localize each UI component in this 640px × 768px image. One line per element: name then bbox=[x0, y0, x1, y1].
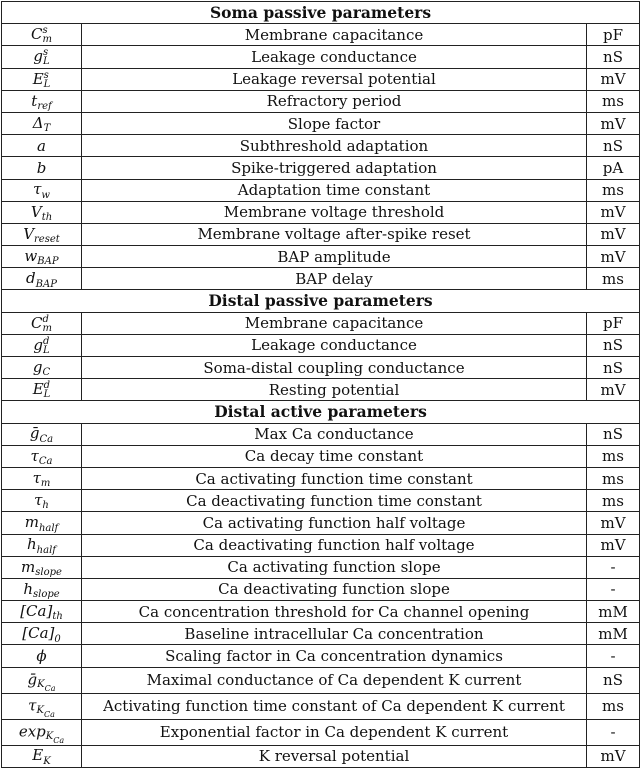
symbol-superscript: s bbox=[42, 25, 48, 37]
symbol-subscript: m bbox=[42, 34, 52, 46]
parameter-symbol bbox=[2, 645, 82, 667]
table-row bbox=[2, 667, 640, 693]
symbol-base: ḡ bbox=[29, 424, 40, 443]
table-row bbox=[2, 201, 640, 223]
parameter-symbol bbox=[2, 467, 82, 489]
symbol-subscript: half bbox=[36, 544, 56, 556]
parameter-description: Resting potential bbox=[82, 379, 587, 401]
symbol-base: Δ bbox=[32, 113, 44, 132]
table-row bbox=[2, 490, 640, 512]
parameter-symbol bbox=[2, 490, 82, 512]
parameter-description: Ca concentration threshold for Ca channel opening bbox=[82, 601, 587, 623]
symbol-subscript: Ca bbox=[38, 456, 53, 468]
parameter-description: Ca deactivating function slope bbox=[82, 578, 587, 600]
symbol-superscript: d bbox=[42, 313, 49, 325]
symbol-base: E bbox=[32, 69, 44, 88]
parameter-unit: - bbox=[587, 645, 640, 667]
table-row bbox=[2, 379, 640, 401]
parameter-unit: ms bbox=[587, 445, 640, 467]
parameter-symbol bbox=[2, 578, 82, 600]
symbol-subscript: slope bbox=[35, 567, 62, 579]
parameter-symbol bbox=[2, 46, 82, 68]
symbol-subscript: K bbox=[45, 730, 54, 742]
parameter-symbol bbox=[2, 719, 82, 745]
symbol-base: t bbox=[31, 91, 38, 110]
symbol-base: E bbox=[32, 380, 44, 399]
parameter-unit: mV bbox=[587, 512, 640, 534]
symbol-base: d bbox=[26, 269, 36, 288]
parameter-unit: mV bbox=[587, 112, 640, 134]
table-row bbox=[2, 179, 640, 201]
symbol-base: τ bbox=[30, 446, 39, 465]
table-row bbox=[2, 693, 640, 719]
parameter-symbol bbox=[2, 379, 82, 401]
symbol-base: τ bbox=[28, 696, 37, 715]
parameter-unit: mM bbox=[587, 601, 640, 623]
parameter-unit: - bbox=[587, 719, 640, 745]
parameter-symbol bbox=[2, 24, 82, 46]
parameter-symbol bbox=[2, 179, 82, 201]
table-row bbox=[2, 90, 640, 112]
parameter-unit: ms bbox=[587, 179, 640, 201]
symbol-subsubscript: Ca bbox=[43, 709, 55, 719]
section-header-row bbox=[2, 401, 640, 423]
parameter-unit: ms bbox=[587, 467, 640, 489]
table-row bbox=[2, 445, 640, 467]
parameter-symbol bbox=[2, 268, 82, 290]
symbol-base: τ bbox=[32, 468, 41, 487]
symbol-base: E bbox=[32, 746, 44, 765]
table-row bbox=[2, 467, 640, 489]
symbol-base: a bbox=[37, 136, 46, 155]
symbol-subscript: T bbox=[43, 123, 51, 135]
parameter-description: Slope factor bbox=[82, 112, 587, 134]
parameter-unit: mV bbox=[587, 379, 640, 401]
symbol-base: exp bbox=[18, 722, 46, 741]
parameter-symbol bbox=[2, 157, 82, 179]
parameter-description: Ca activating function time constant bbox=[82, 467, 587, 489]
symbol-subscript: ref bbox=[37, 101, 52, 113]
parameter-description: Exponential factor in Ca dependent K current bbox=[82, 719, 587, 745]
symbol-subscript: BAP bbox=[35, 278, 57, 290]
parameter-symbol bbox=[2, 334, 82, 356]
parameter-symbol bbox=[2, 623, 82, 645]
symbol-base: w bbox=[24, 246, 38, 265]
symbol-superscript: s bbox=[43, 69, 49, 81]
parameter-unit: mV bbox=[587, 201, 640, 223]
symbol-subscript: m bbox=[42, 322, 52, 334]
symbol-base: m bbox=[24, 513, 39, 532]
symbol-subscript: Ca bbox=[39, 433, 54, 445]
symbol-base: h bbox=[23, 579, 33, 598]
parameter-description: Membrane voltage threshold bbox=[82, 201, 587, 223]
table-row bbox=[2, 645, 640, 667]
symbol-superscript: d bbox=[42, 335, 50, 347]
symbol-base: g bbox=[32, 357, 43, 376]
symbol-subscript: L bbox=[42, 344, 50, 356]
parameter-unit: nS bbox=[587, 667, 640, 693]
parameter-description: Ca deactivating function half voltage bbox=[82, 534, 587, 556]
parameter-symbol bbox=[2, 112, 82, 134]
symbol-base: V bbox=[30, 202, 42, 221]
symbol-base: τ bbox=[33, 180, 42, 199]
table-row bbox=[2, 745, 640, 767]
symbol-base: C bbox=[31, 25, 43, 44]
parameter-description: Leakage conductance bbox=[82, 334, 587, 356]
parameter-description: Membrane voltage after-spike reset bbox=[82, 223, 587, 245]
symbol-subscript: K bbox=[43, 755, 51, 767]
parameter-description: Maximal conductance of Ca dependent K current bbox=[82, 667, 587, 693]
section-title: Distal passive parameters bbox=[2, 290, 640, 312]
parameter-description: Subthreshold adaptation bbox=[82, 135, 587, 157]
parameter-unit: nS bbox=[587, 357, 640, 379]
parameter-description: Ca activating function half voltage bbox=[82, 512, 587, 534]
symbol-subsubscript: Ca bbox=[53, 735, 65, 745]
table-row bbox=[2, 623, 640, 645]
symbol-base: ϕ bbox=[36, 647, 47, 666]
table-row bbox=[2, 112, 640, 134]
parameter-symbol bbox=[2, 90, 82, 112]
parameter-symbol bbox=[2, 556, 82, 578]
parameter-table bbox=[1, 1, 640, 768]
symbol-subscript: w bbox=[41, 189, 50, 201]
symbol-base: ḡ bbox=[27, 670, 38, 689]
symbol-base: [Ca] bbox=[22, 624, 55, 643]
parameter-unit: - bbox=[587, 556, 640, 578]
symbol-base: b bbox=[36, 158, 47, 177]
parameter-description: Adaptation time constant bbox=[82, 179, 587, 201]
parameter-unit: ms bbox=[587, 268, 640, 290]
parameter-symbol bbox=[2, 745, 82, 767]
parameter-description: Leakage reversal potential bbox=[82, 68, 587, 90]
table-row bbox=[2, 157, 640, 179]
parameter-unit: mV bbox=[587, 534, 640, 556]
symbol-superscript: s bbox=[42, 47, 49, 59]
parameter-symbol bbox=[2, 357, 82, 379]
symbol-subscript: K bbox=[37, 678, 45, 690]
symbol-base: τ bbox=[34, 490, 43, 509]
parameter-unit: pF bbox=[587, 312, 640, 334]
parameter-symbol bbox=[2, 223, 82, 245]
table-row bbox=[2, 601, 640, 623]
table-row bbox=[2, 334, 640, 356]
symbol-subscript: th bbox=[52, 611, 63, 623]
parameter-description: Ca deactivating function time constant bbox=[82, 490, 587, 512]
table-row bbox=[2, 578, 640, 600]
parameter-description: Scaling factor in Ca concentration dynamics bbox=[82, 645, 587, 667]
parameter-unit: mV bbox=[587, 745, 640, 767]
parameter-description: Spike-triggered adaptation bbox=[82, 157, 587, 179]
parameter-description: Max Ca conductance bbox=[82, 423, 587, 445]
symbol-subscript: m bbox=[40, 478, 51, 490]
parameter-symbol bbox=[2, 423, 82, 445]
parameter-description: Baseline intracellular Ca concentration bbox=[82, 623, 587, 645]
parameter-symbol bbox=[2, 601, 82, 623]
table-row bbox=[2, 246, 640, 268]
table-row bbox=[2, 512, 640, 534]
table-row bbox=[2, 423, 640, 445]
parameter-description: Membrane capacitance bbox=[82, 24, 587, 46]
parameter-unit: ms bbox=[587, 490, 640, 512]
parameter-unit: mV bbox=[587, 223, 640, 245]
parameter-unit: pF bbox=[587, 24, 640, 46]
symbol-subscript: L bbox=[42, 56, 50, 68]
parameter-description: Soma-distal coupling conductance bbox=[82, 357, 587, 379]
parameter-description: Ca decay time constant bbox=[82, 445, 587, 467]
symbol-subscript: h bbox=[42, 500, 49, 512]
parameter-description: BAP amplitude bbox=[82, 246, 587, 268]
table-row bbox=[2, 534, 640, 556]
symbol-base: m bbox=[21, 557, 36, 576]
parameter-description: BAP delay bbox=[82, 268, 587, 290]
symbol-subscript: BAP bbox=[37, 256, 59, 268]
table-row bbox=[2, 312, 640, 334]
section-header-row bbox=[2, 2, 640, 24]
parameter-description: Ca activating function slope bbox=[82, 556, 587, 578]
parameter-table-body bbox=[2, 2, 640, 768]
table-row bbox=[2, 24, 640, 46]
parameter-unit: ms bbox=[587, 693, 640, 719]
symbol-subscript: 0 bbox=[54, 633, 61, 645]
parameter-symbol bbox=[2, 693, 82, 719]
symbol-subscript: half bbox=[38, 522, 59, 534]
parameter-symbol bbox=[2, 534, 82, 556]
section-title: Soma passive parameters bbox=[2, 2, 640, 24]
symbol-subscript: slope bbox=[33, 589, 60, 601]
parameter-unit: nS bbox=[587, 334, 640, 356]
parameter-description: Leakage conductance bbox=[82, 46, 587, 68]
parameter-unit: mV bbox=[587, 246, 640, 268]
symbol-subscript: L bbox=[43, 78, 51, 90]
symbol-subscript: L bbox=[43, 389, 51, 401]
table-row bbox=[2, 719, 640, 745]
symbol-subscript: reset bbox=[34, 234, 60, 246]
parameter-description: K reversal potential bbox=[82, 745, 587, 767]
table-row bbox=[2, 223, 640, 245]
table-row bbox=[2, 135, 640, 157]
parameter-symbol bbox=[2, 445, 82, 467]
parameter-unit: ms bbox=[587, 90, 640, 112]
parameter-unit: nS bbox=[587, 46, 640, 68]
parameter-unit: mM bbox=[587, 623, 640, 645]
parameter-symbol bbox=[2, 135, 82, 157]
parameter-symbol bbox=[2, 512, 82, 534]
section-header-row bbox=[2, 290, 640, 312]
symbol-superscript: d bbox=[43, 380, 51, 392]
parameter-unit: nS bbox=[587, 135, 640, 157]
parameter-unit: mV bbox=[587, 68, 640, 90]
table-row bbox=[2, 46, 640, 68]
parameter-description: Activating function time constant of Ca dependent K current bbox=[82, 693, 587, 719]
symbol-base: h bbox=[27, 535, 37, 554]
symbol-subscript: C bbox=[42, 367, 51, 379]
table-row bbox=[2, 68, 640, 90]
parameter-description: Refractory period bbox=[82, 90, 587, 112]
symbol-base: V bbox=[23, 224, 35, 243]
table-row bbox=[2, 268, 640, 290]
parameter-symbol bbox=[2, 201, 82, 223]
symbol-subscript: K bbox=[36, 704, 44, 716]
table-row bbox=[2, 357, 640, 379]
parameter-description: Membrane capacitance bbox=[82, 312, 587, 334]
symbol-base: g bbox=[33, 47, 43, 66]
symbol-base: g bbox=[33, 335, 43, 354]
parameter-symbol bbox=[2, 312, 82, 334]
symbol-subscript: th bbox=[41, 212, 53, 224]
parameter-unit: nS bbox=[587, 423, 640, 445]
symbol-base: C bbox=[31, 313, 43, 332]
parameter-unit: - bbox=[587, 578, 640, 600]
parameter-unit: pA bbox=[587, 157, 640, 179]
section-title: Distal active parameters bbox=[2, 401, 640, 423]
table-row bbox=[2, 556, 640, 578]
parameter-symbol bbox=[2, 68, 82, 90]
parameter-symbol bbox=[2, 667, 82, 693]
symbol-subsubscript: Ca bbox=[44, 683, 56, 693]
parameter-symbol bbox=[2, 246, 82, 268]
symbol-base: [Ca] bbox=[20, 601, 53, 620]
